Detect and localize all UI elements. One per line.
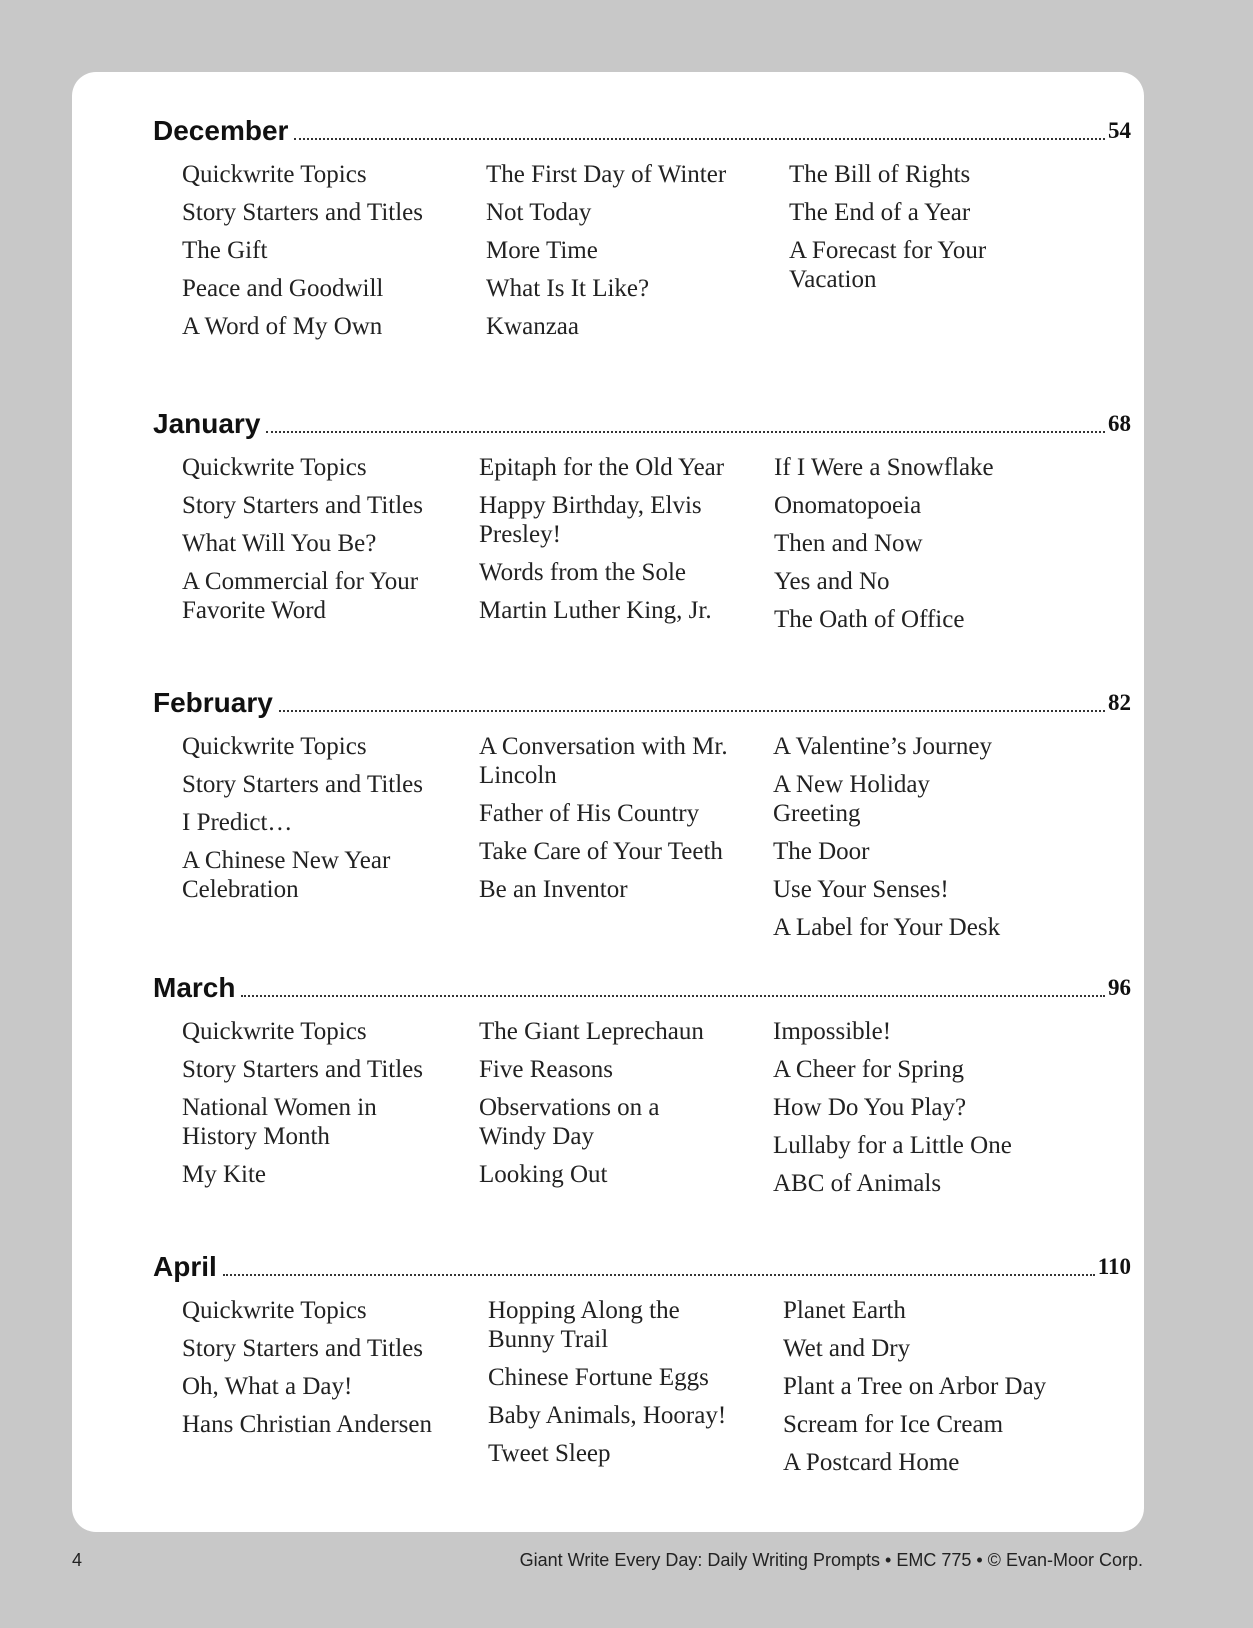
topic-item: Quickwrite Topics [182, 454, 367, 481]
topic-item: Quickwrite Topics [182, 733, 367, 760]
topic-item: My Kite [182, 1161, 267, 1188]
dot-leader [266, 431, 1105, 433]
topic-item: A Commercial for Your Favorite Word [182, 568, 419, 624]
topic-item: Father of His Country [479, 800, 700, 827]
footer-credit: Giant Write Every Day: Daily Writing Prompts • EMC 775 • © Evan-Moor Corp. [519, 1550, 1143, 1570]
topic-item: Story Starters and Titles [182, 771, 423, 798]
topic-column-3 [774, 453, 1044, 643]
topic-item: Story Starters and Titles [182, 1056, 423, 1083]
month-title: January [153, 408, 261, 439]
topic-column-1 [182, 160, 452, 350]
topic-item: What Is It Like? [486, 275, 650, 302]
page-number: 54 [1108, 118, 1131, 143]
topic-item: Quickwrite Topics [182, 1018, 367, 1045]
topic-item: Scream for Ice Cream [783, 1411, 1004, 1438]
section-heading [153, 969, 1131, 1003]
topic-item: Quickwrite Topics [182, 161, 367, 188]
topic-item: A Valentine’s Journey [773, 733, 992, 760]
topic-item: A Conversation with Mr. Lincoln [479, 733, 728, 789]
topic-item: Not Today [486, 199, 592, 226]
topic-item: Looking Out [479, 1161, 608, 1188]
topic-item: Martin Luther King, Jr. [479, 597, 712, 624]
topic-column-3 [773, 1017, 1053, 1207]
topic-item: Planet Earth [783, 1297, 906, 1324]
topic-item: Peace and Goodwill [182, 275, 384, 302]
topic-column-1 [182, 732, 422, 913]
topic-item: A New Holiday Greeting [773, 771, 930, 827]
topic-item: National Women in History Month [182, 1094, 377, 1150]
topic-column-2 [486, 160, 756, 350]
topic-item: Kwanzaa [486, 313, 579, 340]
topic-item: Five Reasons [479, 1056, 614, 1083]
topic-item: Lullaby for a Little One [773, 1132, 1012, 1159]
topic-item: The End of a Year [789, 199, 971, 226]
topic-item: How Do You Play? [773, 1094, 967, 1121]
topic-item: Story Starters and Titles [182, 492, 423, 519]
month-title: March [153, 972, 236, 1003]
topic-item: Hans Christian Andersen [182, 1411, 432, 1438]
section-heading [153, 1248, 1131, 1282]
topic-column-3 [789, 160, 1039, 303]
topic-item: The Gift [182, 237, 268, 264]
dot-leader [294, 138, 1105, 140]
contents-panel [72, 72, 1144, 1532]
topic-item: What Will You Be? [182, 530, 377, 557]
topic-item: A Cheer for Spring [773, 1056, 964, 1083]
page-number: 82 [1108, 690, 1131, 715]
section-heading [153, 405, 1131, 439]
topic-item: A Forecast for Your Vacation [789, 237, 987, 293]
section-heading [153, 112, 1131, 146]
topic-item: A Label for Your Desk [773, 914, 1001, 941]
topic-item: Yes and No [774, 568, 890, 595]
topic-item: A Word of My Own [182, 313, 383, 340]
topic-item: ABC of Animals [773, 1170, 942, 1197]
page-number: 68 [1108, 411, 1131, 436]
topic-column-3 [773, 732, 1013, 951]
month-title: April [153, 1251, 217, 1282]
topic-item: The Door [773, 838, 870, 865]
topic-column-1 [182, 1296, 472, 1448]
topic-item: The Oath of Office [774, 606, 965, 633]
topic-item: The Giant Leprechaun [479, 1018, 704, 1045]
topic-item: I Predict… [182, 809, 293, 836]
topic-item: A Chinese New Year Celebration [182, 847, 391, 903]
topic-item: The First Day of Winter [486, 161, 727, 188]
dot-leader [223, 1274, 1095, 1276]
topic-item: Impossible! [773, 1018, 892, 1045]
month-title: February [153, 687, 273, 718]
topic-item: If I Were a Snowflake [774, 454, 994, 481]
topic-item: Observations on a Windy Day [479, 1094, 660, 1150]
month-title: December [153, 115, 289, 146]
topic-item: Words from the Sole [479, 559, 686, 586]
topic-item: Tweet Sleep [488, 1440, 611, 1467]
topic-column-1 [182, 453, 442, 634]
topic-item: Story Starters and Titles [182, 199, 423, 226]
dot-leader [241, 995, 1105, 997]
topic-item: Chinese Fortune Eggs [488, 1364, 709, 1391]
topic-item: Then and Now [774, 530, 923, 557]
page-number: 110 [1097, 1254, 1131, 1279]
topic-column-2 [488, 1296, 727, 1477]
topic-item: Wet and Dry [783, 1335, 911, 1362]
topic-item: Plant a Tree on Arbor Day [783, 1373, 1047, 1400]
topic-item: Onomatopoeia [774, 492, 922, 519]
topic-item: More Time [486, 237, 598, 264]
topic-item: A Postcard Home [783, 1449, 960, 1476]
dot-leader [279, 710, 1105, 712]
topic-column-2 [479, 1017, 704, 1198]
topic-item: The Bill of Rights [789, 161, 971, 188]
topic-item: Happy Birthday, Elvis Presley! [479, 492, 702, 548]
topic-column-3 [783, 1296, 1073, 1486]
topic-item: Baby Animals, Hooray! [488, 1402, 727, 1429]
topic-column-2 [479, 453, 749, 634]
page-number: 96 [1108, 975, 1131, 1000]
topic-item: Story Starters and Titles [182, 1335, 423, 1362]
topic-item: Use Your Senses! [773, 876, 949, 903]
topic-item: Hopping Along the Bunny Trail [488, 1297, 680, 1353]
topic-item: Epitaph for the Old Year [479, 454, 725, 481]
topic-item: Take Care of Your Teeth [479, 838, 723, 865]
footer-page-number: 4 [72, 1550, 83, 1570]
topic-item: Oh, What a Day! [182, 1373, 353, 1400]
topic-column-2 [479, 732, 734, 913]
topic-item: Quickwrite Topics [182, 1297, 367, 1324]
topic-column-1 [182, 1017, 442, 1198]
section-heading [153, 684, 1131, 718]
topic-item: Be an Inventor [479, 876, 628, 903]
